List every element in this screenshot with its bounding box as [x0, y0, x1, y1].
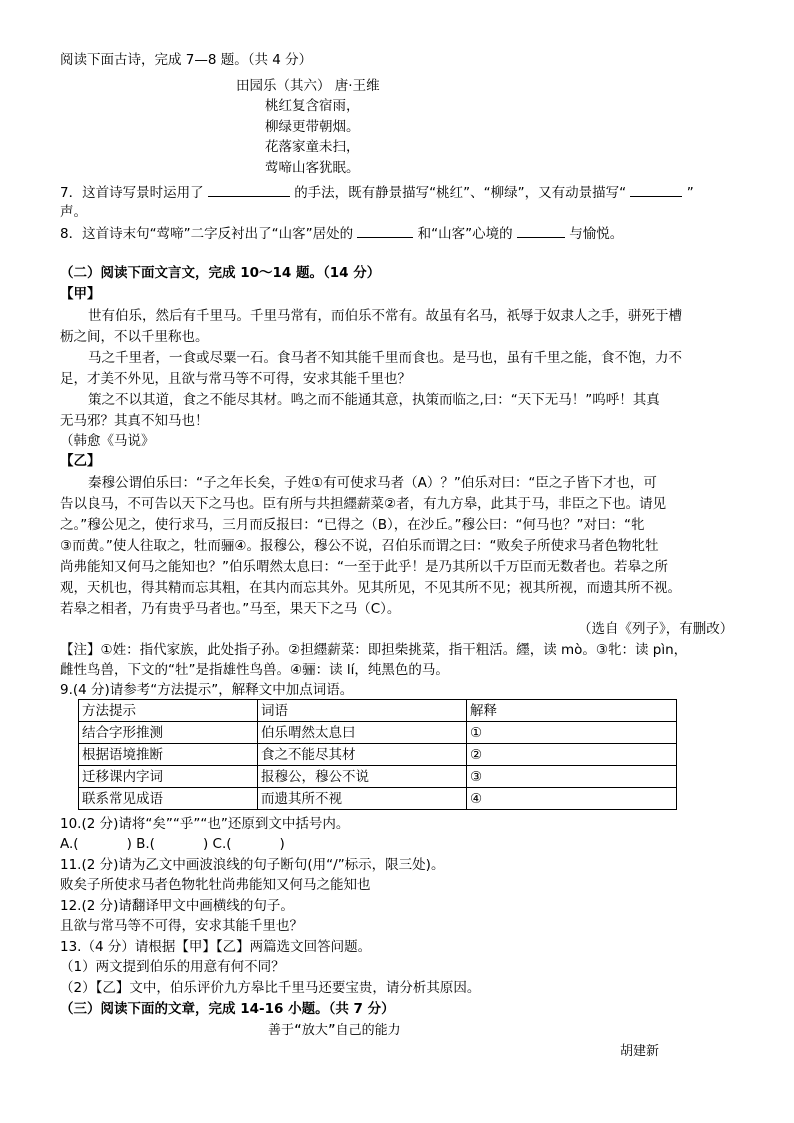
q9-table [78, 699, 677, 810]
table-cell: 结合字形推测 [79, 722, 258, 744]
yi-line-6: 观，天机也，得其精而忘其粗，在其内而忘其外。见其所见，不见其所不见；视其所视，而遗其所不视。 [60, 580, 681, 596]
answer-blank[interactable] [517, 223, 565, 238]
table-cell: 迁移课内字词 [79, 766, 258, 788]
jia-label: 【甲】 [60, 286, 101, 302]
question-13-sub-2: （2）【乙】文中，伯乐评价九方皋比千里马还要宝贵，请分析其原因。 [60, 980, 481, 996]
jia-source: （韩愈《马说》 [60, 433, 155, 449]
yi-line-1: 秦穆公谓伯乐曰：“子之年长矣，子姓①有可使求马者（A）？”伯乐对曰：“臣之子皆下才也，可 [88, 475, 657, 491]
table-header: 方法提示 [79, 700, 258, 722]
poem-line-1: 桃红复含宿雨， [265, 98, 360, 114]
table-cell[interactable]: ③ [467, 766, 677, 788]
question-10-options: A.( ) B.( ) C.( ) [60, 836, 285, 852]
article-author: 胡建新 [620, 1044, 660, 1059]
table-cell[interactable]: ① [467, 722, 677, 744]
question-13-prompt: 13.（4 分）请根据【甲】【乙】两篇选文回答问题。 [60, 939, 372, 955]
table-header: 词语 [258, 700, 467, 722]
section-3-heading: （三）阅读下面的文章，完成 14-16 小题。（共 7 分） [60, 1001, 395, 1017]
section-2-heading: （二）阅读下面文言文，完成 10～14 题。（14 分） [60, 265, 381, 281]
note-line-2: 雌性鸟兽，下文的“牡”是指雄性鸟兽。④骊：读 lí，纯黑色的马。 [60, 662, 449, 678]
article-title: 善于“放大”自己的能力 [268, 1023, 401, 1038]
yi-source: （选自《列子》，有删改） [578, 621, 734, 637]
question-11-prompt: 11.(2 分)请为乙文中画波浪线的句子断句(用“/”标示，限三处)。 [60, 857, 445, 873]
jia-p3-line-1: 策之不以其道，食之不能尽其材。鸣之而不能通其意，执策而临之,曰：“天下无马！”呜呼！其真 [88, 392, 660, 408]
poem-line-3: 花落家童未扫， [265, 139, 360, 155]
answer-blank[interactable] [357, 223, 413, 238]
table-cell: 根据语境推断 [79, 744, 258, 766]
yi-line-4: ③而黄。”使人往取之，牡而骊④。报穆公，穆公不说，召伯乐而谓之曰：“败矣子所使求马者色物牝牡 [60, 538, 659, 554]
table-cell: 而遗其所不视 [258, 788, 467, 810]
question-11-sentence: 败矣子所使求马者色物牝牡尚弗能知又何马之能知也 [60, 877, 371, 893]
question-7: 7．这首诗写景时运用了 的手法，既有静景描写“桃红”、“柳绿”，又有动景描写“ ” [60, 182, 694, 203]
yi-label: 【乙】 [60, 453, 101, 469]
table-header-row [79, 700, 677, 722]
answer-blank[interactable] [208, 182, 290, 197]
question-12-sentence: 且欲与常马等不可得，安求其能千里也？ [60, 918, 303, 934]
table-header: 解释 [467, 700, 677, 722]
question-7-end: 声。 [60, 204, 87, 220]
jia-p1-line-1: 世有伯乐，然后有千里马。千里马常有，而伯乐不常有。故虽有名马，祇辱于奴隶人之手，骈死于槽 [88, 308, 682, 324]
table-row [79, 766, 677, 788]
table-row [79, 744, 677, 766]
jia-p2-line-1: 马之千里者，一食或尽粟一石。食马者不知其能千里而食也。是马也，虽有千里之能，食不饱，力不 [88, 350, 682, 366]
answer-blank[interactable] [630, 182, 682, 197]
poem-instruction: 阅读下面古诗，完成 7—8 题。（共 4 分） [60, 52, 313, 68]
note-line-1: 【注】①姓：指代家族，此处指子孙。②担纆薪菜：即担柴挑菜，指干粗活。纆，读 mò。③牝：读 pìn， [60, 642, 688, 658]
poem-title: 田园乐（其六） 唐·王维 [236, 78, 380, 94]
question-13-sub-1: （1）两文提到伯乐的用意有何不同？ [60, 959, 285, 975]
question-9-prompt: 9.(4 分)请参考“方法提示”，解释文中加点词语。 [60, 682, 354, 698]
jia-p1-line-2: 枥之间，不以千里称也。 [60, 329, 209, 345]
poem-line-2: 柳绿更带朝烟。 [265, 119, 360, 135]
table-cell[interactable]: ② [467, 744, 677, 766]
question-10-prompt: 10.(2 分)请将“矣”“乎”“也”还原到文中括号内。 [60, 816, 350, 832]
yi-line-3: 之。”穆公见之，使行求马，三月而反报曰：“已得之（B），在沙丘。”穆公曰：“何马也？”对曰：“牝 [60, 517, 645, 533]
yi-line-2: 告以良马，不可告以天下之马也。臣有所与共担纆薪菜②者，有九方皋，此其于马，非臣之下也。请见 [60, 496, 667, 512]
table-cell: 联系常见成语 [79, 788, 258, 810]
table-cell: 伯乐喟然太息曰 [258, 722, 467, 744]
jia-p2-line-2: 足，才美不外见，且欲与常马等不可得，安求其能千里也？ [60, 371, 411, 387]
table-row [79, 788, 677, 810]
table-cell: 报穆公，穆公不说 [258, 766, 467, 788]
table-cell[interactable]: ④ [467, 788, 677, 810]
jia-p3-line-2: 无马邪？其真不知马也！ [60, 413, 209, 429]
yi-line-7: 若皋之相者，乃有贵乎马者也。”马至，果天下之马（C）。 [60, 601, 401, 617]
table-row [79, 722, 677, 744]
question-12-prompt: 12.(2 分)请翻译甲文中画横线的句子。 [60, 898, 294, 914]
question-8: 8．这首诗末句“莺啼”二字反衬出了“山客”居处的 和“山客”心境的 与愉悦。 [60, 223, 623, 244]
poem-line-4: 莺啼山客犹眠。 [265, 160, 360, 176]
table-cell: 食之不能尽其材 [258, 744, 467, 766]
yi-line-5: 尚弗能知又何马之能知也？”伯乐喟然太息曰：“一至于此乎！是乃其所以千万臣而无数者也。若皋之所 [60, 559, 668, 575]
